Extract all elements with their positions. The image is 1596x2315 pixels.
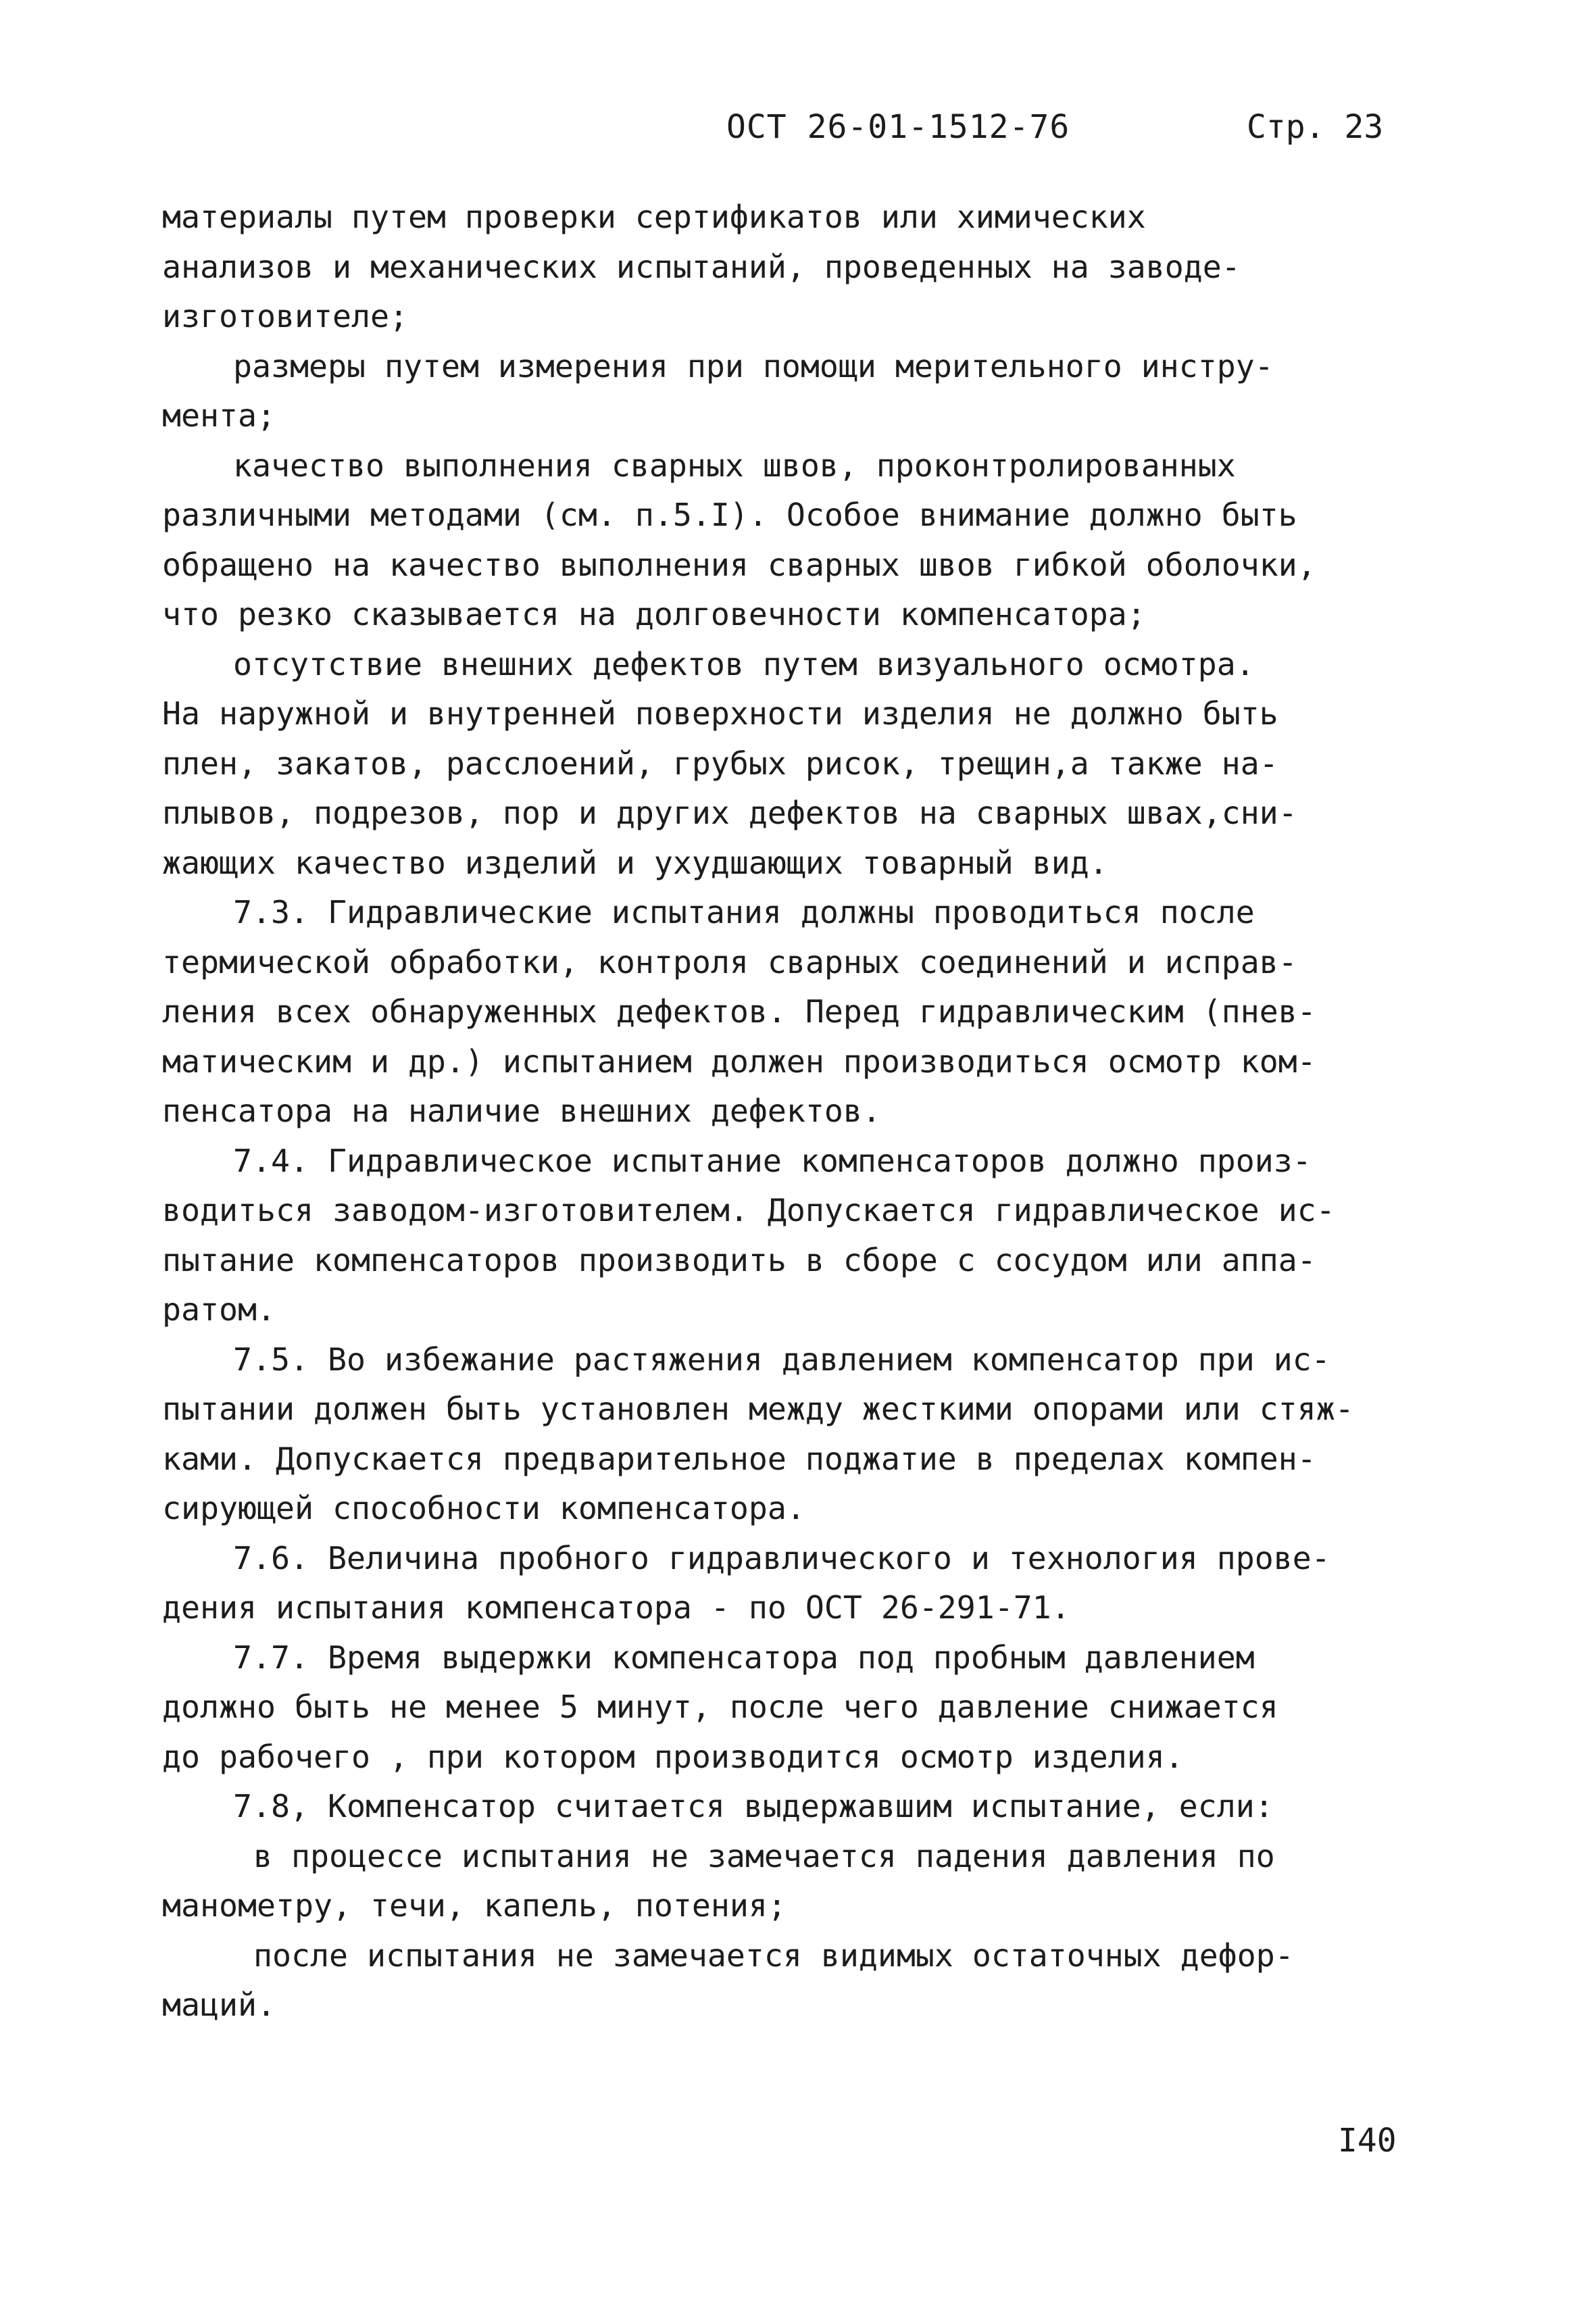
text-line: ками. Допускается предварительное поджатие в пределах компен-: [162, 1440, 1316, 1477]
text-line: 7.8, Компенсатор считается выдержавшим испытание, если:: [233, 1788, 1274, 1824]
text-line: На наружной и внутренней поверхности изделия не должно быть: [162, 695, 1278, 732]
text-line: отсутствие внешних дефектов путем визуального осмотра.: [233, 645, 1255, 682]
text-line: водиться заводом-изготовителем. Допускается гидравлическое ис-: [162, 1192, 1335, 1228]
document-code: ОСТ 26-01-1512-76: [726, 108, 1070, 146]
text-line: качество выполнения сварных швов, проконтролированных: [233, 447, 1236, 484]
text-line: пытании должен быть установлен между жесткими опорами или стяж-: [162, 1391, 1354, 1427]
text-line: должно быть не менее 5 минут, после чего давление снижается: [162, 1689, 1278, 1725]
text-line: различными методами (см. п.5.I). Особое внимание должно быть: [162, 497, 1297, 533]
text-line: 7.7. Время выдержки компенсатора под пробным давлением: [233, 1639, 1255, 1676]
text-line: до рабочего , при котором производится осмотр изделия.: [162, 1738, 1184, 1775]
text-line: 7.4. Гидравлическое испытание компенсаторов должно произ-: [233, 1142, 1312, 1179]
text-line: манометру, течи, капель, потения;: [162, 1887, 787, 1924]
text-line: ления всех обнаруженных дефектов. Перед гидравлическим (пнев-: [162, 993, 1316, 1030]
text-line: 7.3. Гидравлические испытания должны проводиться после: [233, 894, 1255, 930]
text-line: матическим и др.) испытанием должен производиться осмотр ком-: [162, 1043, 1316, 1080]
text-line: жающих качество изделий и ухудшающих товарный вид.: [162, 844, 1108, 881]
text-line: анализов и механических испытаний, проведенных на заводе-: [162, 248, 1241, 285]
text-line: в процессе испытания не замечается падения давления по: [253, 1837, 1275, 1874]
text-line: сирующей способности компенсатора.: [162, 1490, 805, 1526]
text-line: ратом.: [162, 1291, 276, 1328]
text-line: пенсатора на наличие внешних дефектов.: [162, 1093, 881, 1129]
text-line: размеры путем измерения при помощи мерительного инстру-: [233, 347, 1274, 384]
text-line: обращено на качество выполнения сварных швов гибкой оболочки,: [162, 546, 1316, 583]
text-line: пытание компенсаторов производить в сборе с сосудом или аппа-: [162, 1241, 1316, 1278]
text-line: термической обработки, контроля сварных соединений и исправ-: [162, 943, 1297, 980]
text-line: плен, закатов, расслоений, грубых рисок, трещин,а также на-: [162, 745, 1278, 782]
text-line: что резко сказывается на долговечности компенсатора;: [162, 596, 1146, 632]
text-line: материалы путем проверки сертификатов или химических: [162, 199, 1146, 235]
text-line: после испытания не замечается видимых остаточных дефор-: [253, 1937, 1294, 1974]
body-text: [162, 193, 1446, 2031]
text-line: дения испытания компенсатора - по ОСТ 26-291-71.: [162, 1589, 1070, 1626]
text-line: изготовителе;: [162, 298, 408, 334]
page-label: Стр. 23: [1247, 108, 1384, 146]
page-number: I40: [1338, 2122, 1397, 2160]
text-line: 7.6. Величина пробного гидравлического и технология прове-: [233, 1539, 1330, 1576]
text-line: мента;: [162, 397, 276, 434]
text-line: маций.: [162, 1987, 276, 2023]
text-line: плывов, подрезов, пор и других дефектов на сварных швах,сни-: [162, 795, 1297, 831]
text-line: 7.5. Во избежание растяжения давлением компенсатор при ис-: [233, 1341, 1330, 1378]
